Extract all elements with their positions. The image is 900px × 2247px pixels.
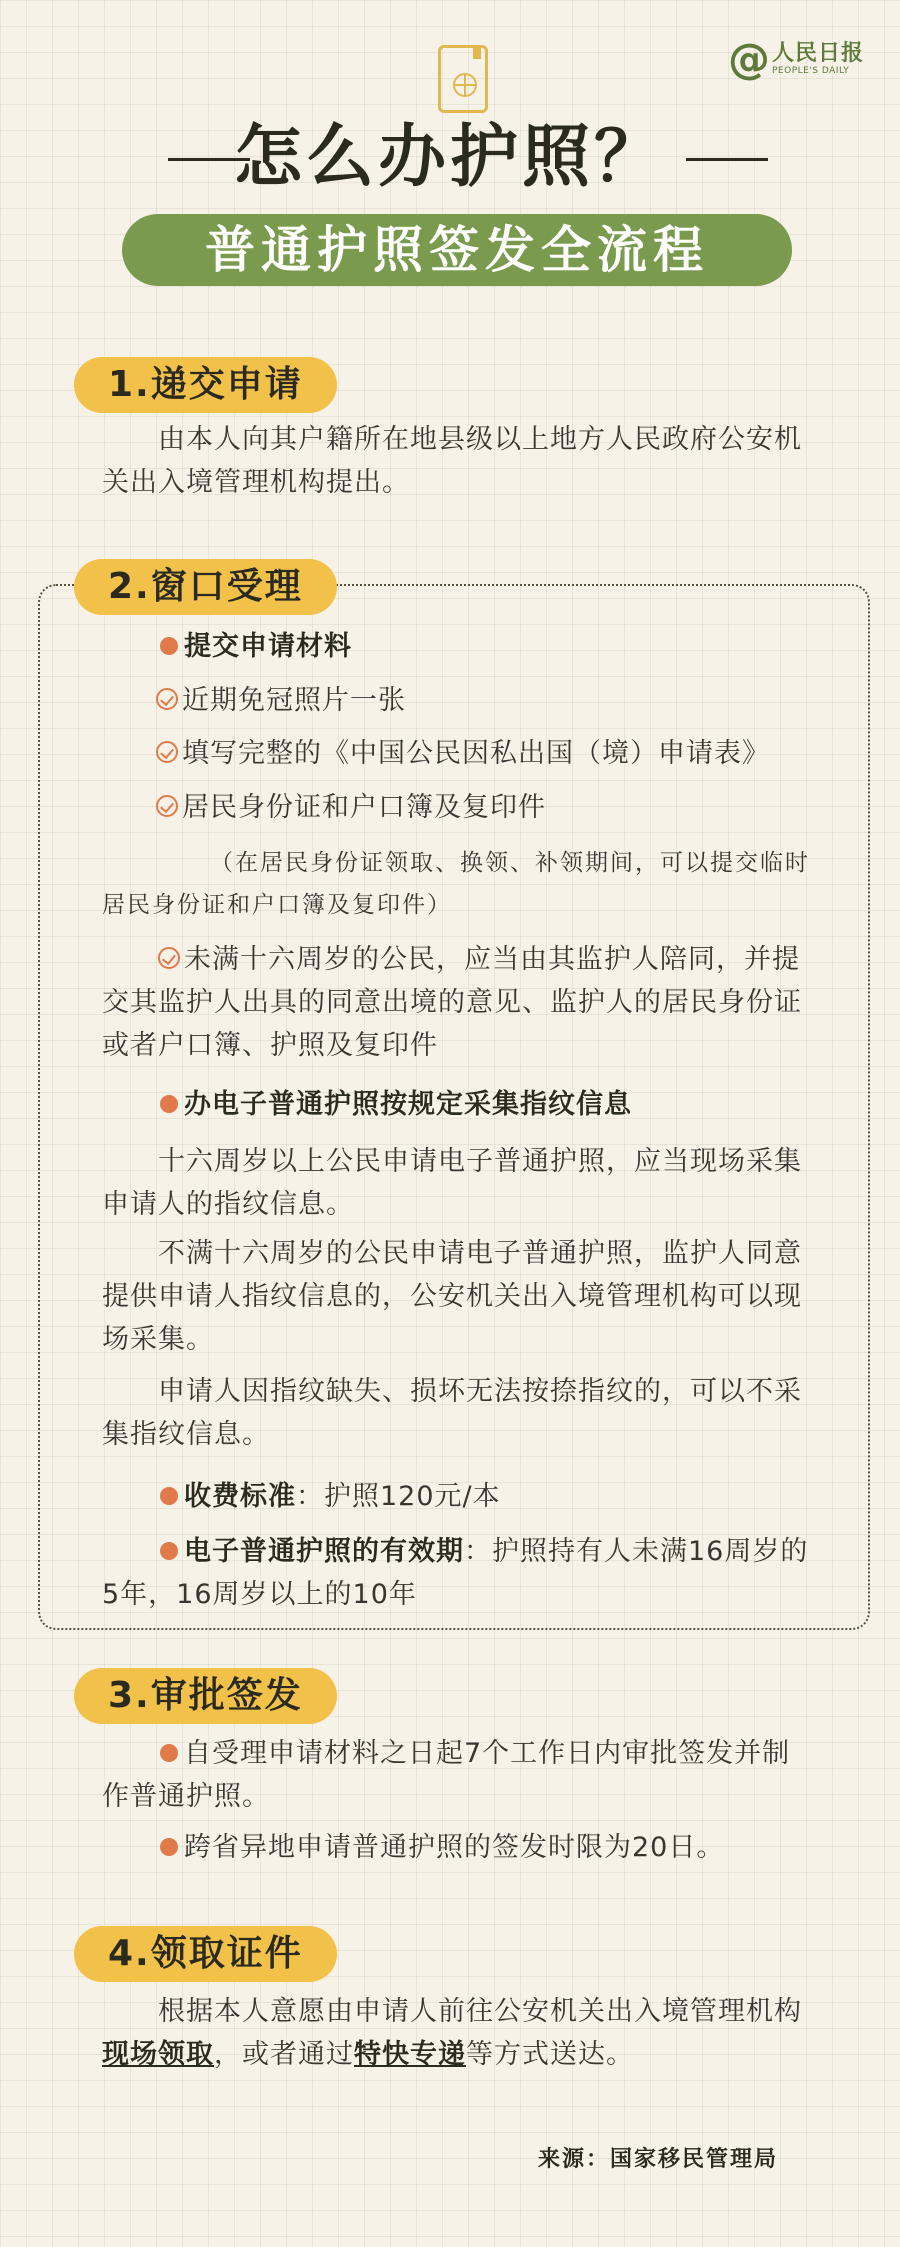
fingerprint-para: 申请人因指纹缺失、损坏无法按捺指纹的，可以不采集指纹信息。: [102, 1376, 802, 1450]
section-1-label: 1.递交申请: [74, 357, 337, 413]
approval-item: 自受理申请材料之日起7个工作日内审批签发并制作普通护照。: [102, 1738, 791, 1812]
passport-icon: [438, 45, 488, 113]
bullet-dot-icon: [160, 1095, 178, 1113]
fingerprint-heading: 办电子普通护照按规定采集指纹信息: [160, 1084, 632, 1126]
pickup-onsite: 现场领取: [102, 2039, 214, 2070]
check-icon: [156, 795, 178, 817]
material-item: 填写完整的《中国公民因私出国（境）申请表》: [156, 733, 770, 775]
check-icon: [156, 688, 178, 710]
validity-item: 电子普通护照的有效期：护照持有人未满16周岁的5年，16周岁以上的10年: [102, 1536, 809, 1610]
section-4-label: 4.领取证件: [74, 1926, 337, 1982]
check-icon: [156, 741, 178, 763]
pickup-express: 特快专递: [354, 2039, 466, 2070]
material-item: 近期免冠照片一张: [156, 680, 406, 722]
bullet-dot-icon: [160, 1487, 178, 1505]
check-icon: [158, 947, 180, 969]
bullet-dot-icon: [160, 1542, 178, 1560]
page-subtitle: 普通护照签发全流程: [122, 214, 792, 286]
approval-item: 跨省异地申请普通护照的签发时限为20日。: [102, 1826, 810, 1869]
bullet-dot-icon: [160, 637, 178, 655]
logo-at-icon: @: [728, 34, 770, 83]
logo-brand-cn: 人民日报: [772, 40, 865, 66]
section-1-text: 由本人向其户籍所在地县级以上地方人民政府公安机关出入境管理机构提出。: [102, 424, 802, 498]
bullet-dot-icon: [160, 1744, 178, 1762]
materials-heading: 提交申请材料: [160, 626, 352, 668]
minor-item: 未满十六周岁的公民，应当由其监护人陪同，并提交其监护人出具的同意出境的意见、监护人的居民身份证或者户口簿、护照及复印件: [102, 944, 802, 1061]
id-card-note: （在居民身份证领取、换领、补领期间，可以提交临时居民身份证和户口簿及复印件）: [102, 850, 810, 918]
fingerprint-para: 十六周岁以上公民申请电子普通护照，应当现场采集申请人的指纹信息。: [102, 1146, 802, 1220]
section-3-label: 3.审批签发: [74, 1668, 337, 1724]
bullet-dot-icon: [160, 1838, 178, 1856]
page-title: 怎么办护照？: [233, 118, 666, 197]
pickup-text: 根据本人意愿由申请人前往公安机关出入境管理机构现场领取，或者通过特快专递等方式送达。: [102, 1996, 802, 2070]
logo-brand-en: PEOPLE'S DAILY: [772, 66, 850, 77]
material-item: 居民身份证和户口簿及复印件: [156, 787, 546, 829]
peoples-daily-logo: [728, 34, 865, 83]
section-2-label: 2.窗口受理: [74, 559, 337, 615]
fee-item: 收费标准：护照120元/本: [160, 1476, 501, 1518]
fingerprint-para: 不满十六周岁的公民申请电子普通护照，监护人同意提供申请人指纹信息的，公安机关出入境管理机构可以现场采集。: [102, 1238, 802, 1355]
source-credit: 来源：国家移民管理局: [538, 2146, 779, 2172]
